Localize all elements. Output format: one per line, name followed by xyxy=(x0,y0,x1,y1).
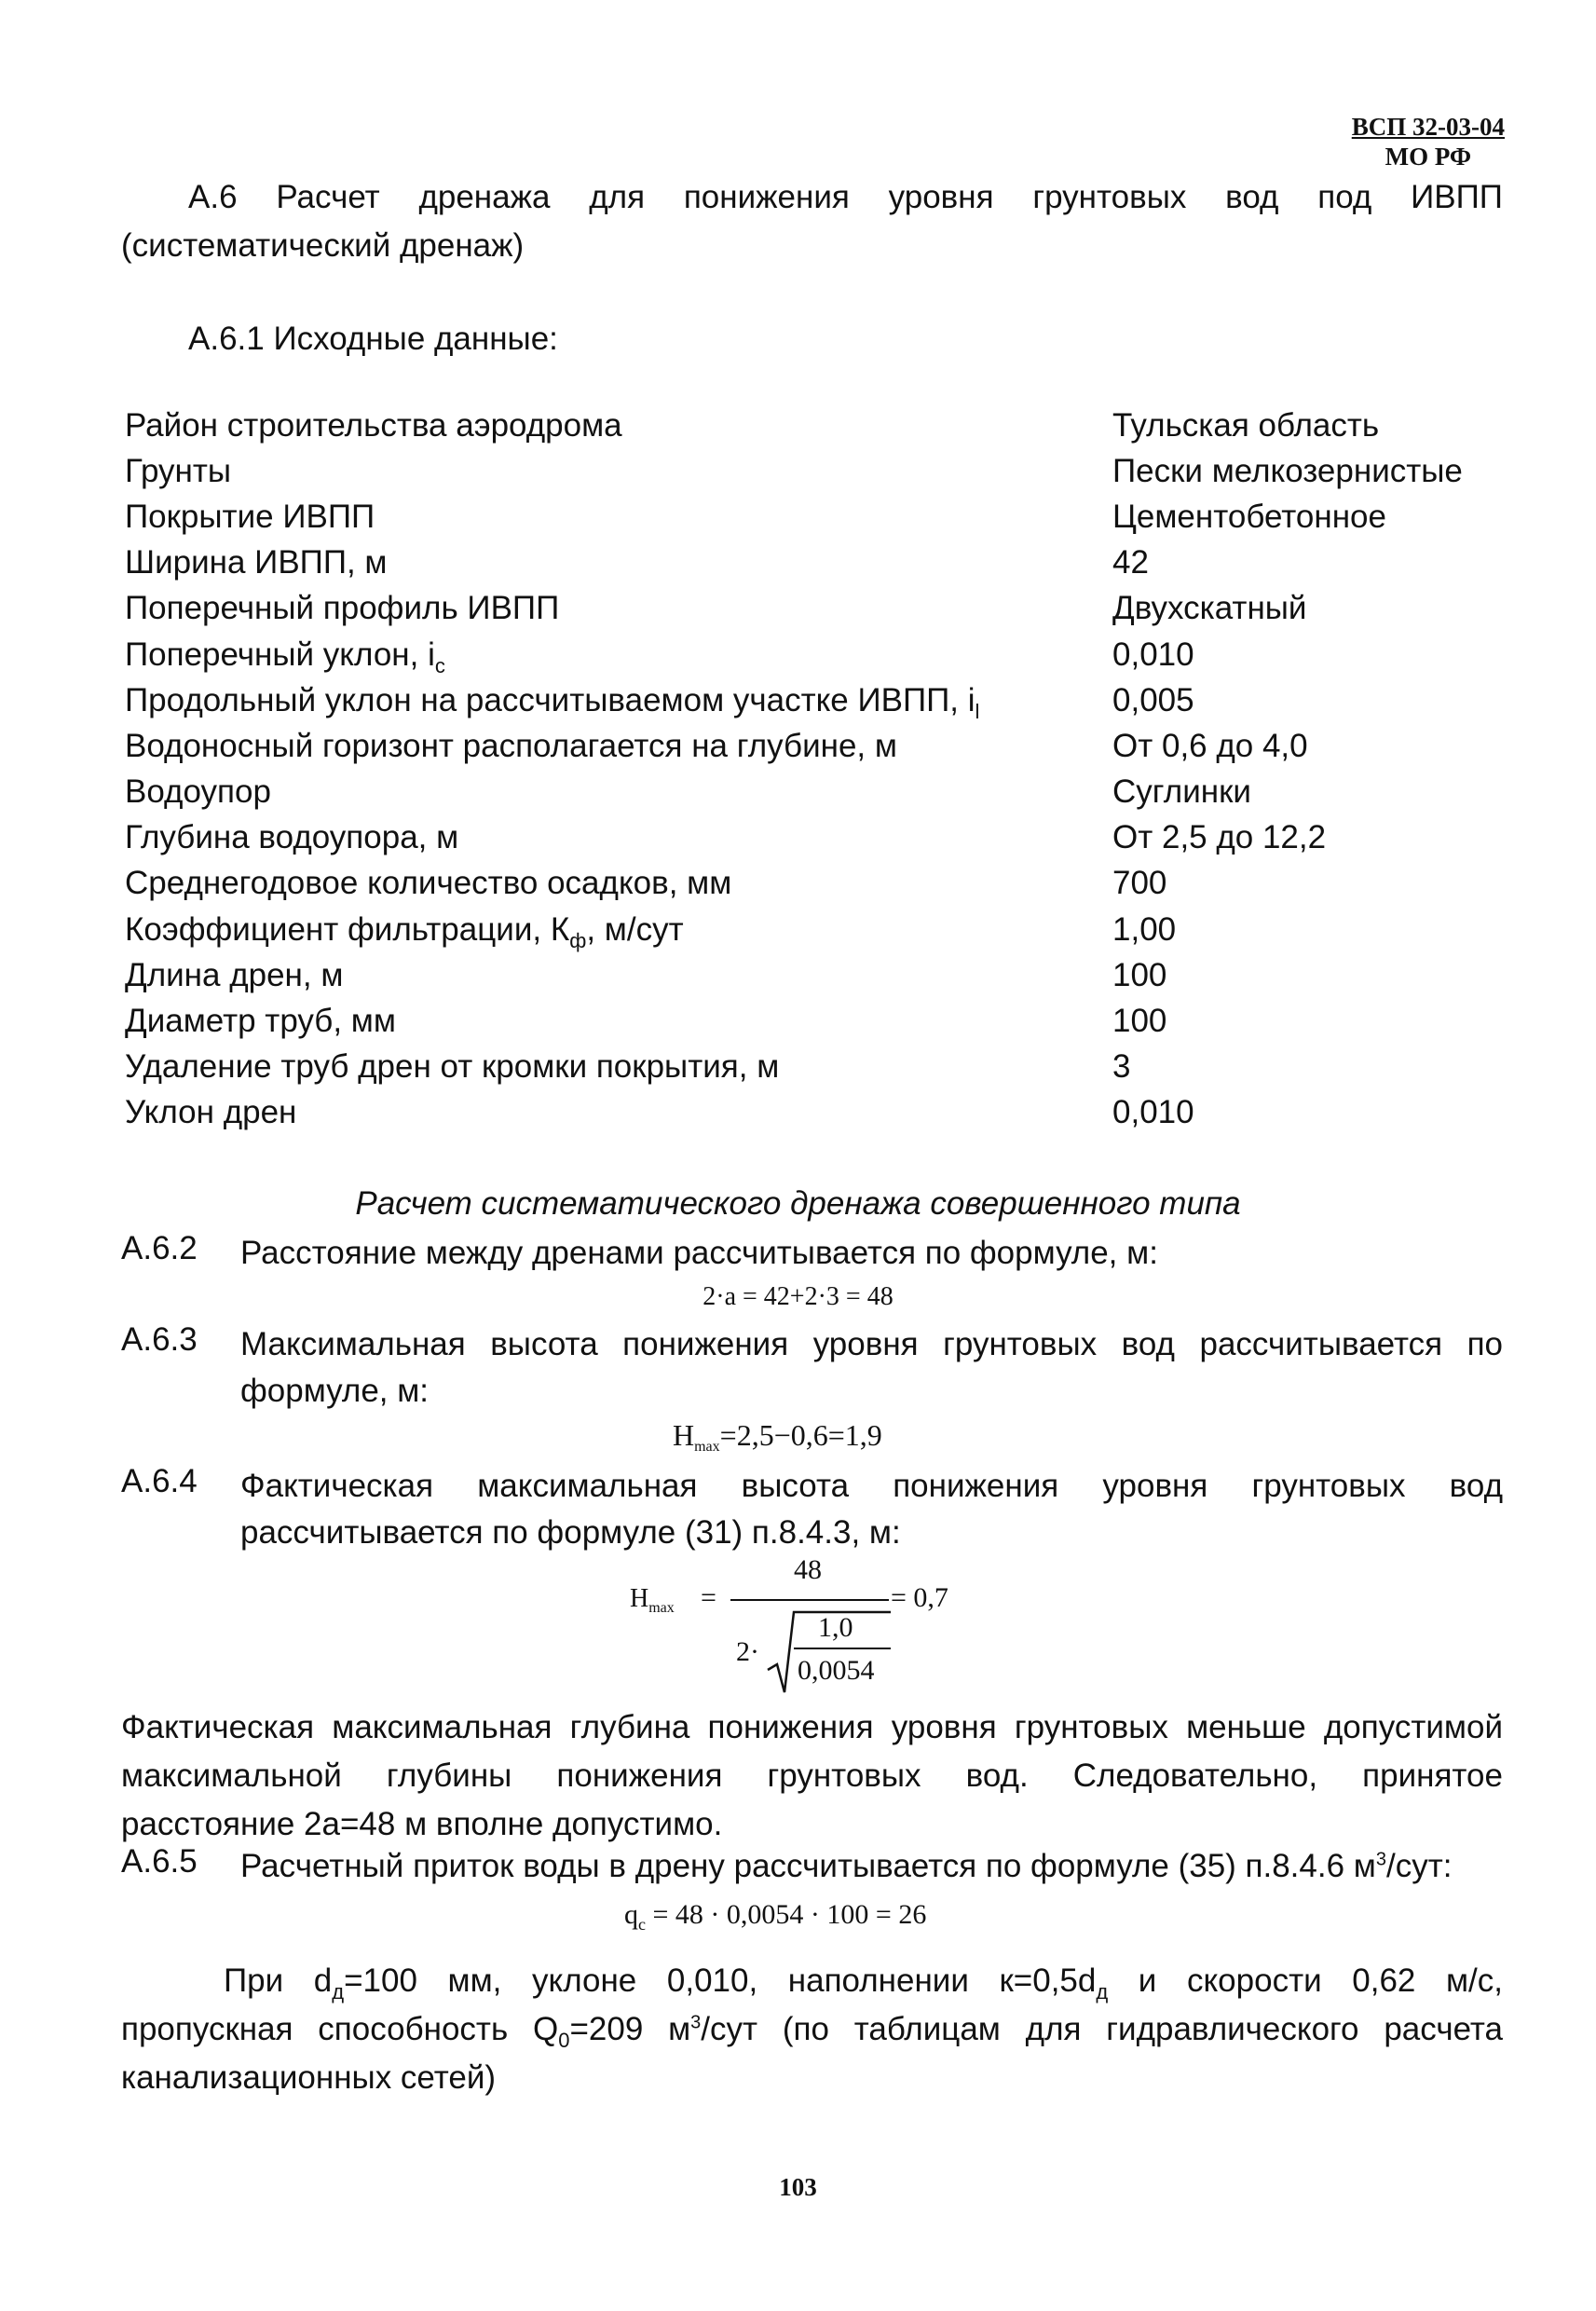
section-title-word: грунтовых xyxy=(1032,179,1187,215)
data-row-label: Водоносный горизонт располагается на глубине, м xyxy=(125,727,897,764)
sqrt-denominator: 0,0054 xyxy=(798,1655,875,1686)
data-row xyxy=(125,448,1522,494)
subsection-initial-data-heading: А.6.1 Исходные данные: xyxy=(188,321,558,357)
data-row-value: 0,010 xyxy=(1112,1094,1194,1131)
section-title-word: уровня xyxy=(888,179,994,215)
section-title-word: понижения xyxy=(683,179,850,215)
data-row-label: Среднегодовое количество осадков, мм xyxy=(125,865,732,902)
data-row xyxy=(125,815,1522,861)
data-row xyxy=(125,770,1522,815)
data-row xyxy=(125,861,1522,907)
page-number: 103 xyxy=(779,2173,817,2201)
formula-a65: $q_c = 48 \cdot 0,0054 \cdot 100 = 26$ xyxy=(624,1899,927,1934)
fraction-bar xyxy=(730,1599,889,1601)
data-row-value: 0,010 xyxy=(1112,636,1194,673)
item-a64 xyxy=(121,1463,1503,1556)
conclusion-paragraph xyxy=(121,1703,1503,1849)
data-row-label: Поперечный уклон, $i_c$ xyxy=(125,636,445,677)
formula-lhs: $H_{max}$ xyxy=(630,1584,675,1616)
data-row-label: Глубина водоупора, м xyxy=(125,819,459,856)
initial-data-table xyxy=(125,403,1522,1136)
data-row-value: От 2,5 до 12,2 xyxy=(1112,819,1327,856)
data-row xyxy=(125,952,1522,998)
item-text: Расчетный приток воды в дрену рассчитывается по формуле (35) п.8.4.6 $м^3$/сут: xyxy=(240,1848,1453,1884)
formula-lhs: H xyxy=(673,1418,695,1452)
data-row-value: Суглинки xyxy=(1112,773,1251,811)
data-row-label: Уклон дрен xyxy=(125,1094,297,1131)
formula-result: = 0,7 xyxy=(891,1582,948,1613)
data-row xyxy=(125,998,1522,1044)
data-row xyxy=(125,403,1522,448)
item-number: А.6.5 xyxy=(121,1843,198,1880)
den-factor: 2· xyxy=(736,1636,759,1667)
organization: МО РФ xyxy=(1385,143,1472,171)
data-row xyxy=(125,1090,1522,1136)
final-paragraph xyxy=(121,1957,1503,2102)
item-a63 xyxy=(121,1321,1503,1415)
data-row-label: Район строительства аэродрома xyxy=(125,406,622,444)
item-number: А.6.2 xyxy=(121,1230,198,1266)
document-code: ВСП 32-03-04 xyxy=(1351,113,1505,141)
data-row-label: Грунты xyxy=(125,452,232,489)
data-row-value: Двухскатный xyxy=(1112,590,1307,627)
data-row xyxy=(125,1045,1522,1090)
data-row xyxy=(125,494,1522,540)
section-title-word: дренажа xyxy=(418,179,551,215)
section-title-word: ИВПП xyxy=(1411,179,1503,215)
section-title-line1 xyxy=(121,173,1503,222)
final-line3: канализационных сетей) xyxy=(121,2059,497,2096)
section-title-word: вод xyxy=(1225,179,1279,215)
formula-rhs: =2,5−0,6=1,9 xyxy=(719,1418,882,1452)
conclusion-line3: расстояние 2а=48 м вполне допустимо. xyxy=(121,1806,723,1842)
document-code-block xyxy=(1352,112,1505,171)
data-row xyxy=(125,632,1522,677)
formula-sub: max xyxy=(694,1439,720,1455)
data-row-label: Коэффициент фильтрации, $К_ф$, м/сут xyxy=(125,910,684,952)
data-row xyxy=(125,723,1522,769)
data-row-value: 100 xyxy=(1112,1003,1167,1040)
item-text-line1: Максимальная высота понижения уровня грунтовых вод рассчитывается по xyxy=(240,1326,1503,1362)
section-title-word: Расчет xyxy=(276,179,380,215)
conclusion-line2: максимальной глубины понижения грунтовых вод. Следовательно, принятое xyxy=(121,1757,1503,1794)
item-number: А.6.3 xyxy=(121,1321,198,1358)
section-title-line2: (систематический дренаж) xyxy=(121,227,525,264)
data-row-value: Цементобетонное xyxy=(1112,498,1386,535)
data-row-label: Продольный уклон на рассчитываемом участке ИВПП, $i_l$ xyxy=(125,681,980,723)
sqrt-sign xyxy=(764,1605,894,1698)
data-row-value: 42 xyxy=(1112,544,1149,581)
data-row-value: 0,005 xyxy=(1112,681,1194,718)
data-row-label: Удаление труб дрен от кромки покрытия, м xyxy=(125,1048,780,1086)
data-row-label: Диаметр труб, мм xyxy=(125,1003,396,1040)
data-row-value: 700 xyxy=(1112,865,1167,902)
data-row xyxy=(125,677,1522,723)
conclusion-line1: Фактическая максимальная глубина понижения уровня грунтовых меньше допустимой xyxy=(121,1709,1503,1745)
data-row-value: 100 xyxy=(1112,956,1167,993)
item-a62 xyxy=(121,1230,1503,1277)
item-text-line2: формуле, м: xyxy=(240,1373,430,1409)
final-line1: При $d_д=100$ мм, уклоне 0,010, наполнении $к=0,5d_д$ и скорости 0,62 м/с, xyxy=(224,1962,1503,2003)
item-text-line2: рассчитывается по формуле (31) п.8.4.3, м: xyxy=(240,1514,901,1551)
formula-a64: $H_{max}$ = 48 = 0,7 2· 1,0 0,0054 xyxy=(0,0,1596,2311)
section-title-word: для xyxy=(589,179,646,215)
formula-a63 xyxy=(673,1418,882,1456)
sqrt-fraction-bar xyxy=(794,1648,891,1649)
data-row-value: От 0,6 до 4,0 xyxy=(1112,727,1308,764)
item-a65 xyxy=(121,1843,1503,1890)
data-row-value: Пески мелкозернистые xyxy=(1112,452,1463,489)
data-row-label: Покрытие ИВПП xyxy=(125,498,375,535)
data-row-label: Ширина ИВПП, м xyxy=(125,544,388,581)
final-line2: пропускная способность $Q_0=209$ $м^3$/сут (по таблицам для гидравлического расчета xyxy=(121,2011,1503,2052)
data-row xyxy=(125,540,1522,586)
sqrt-numerator: 1,0 xyxy=(818,1612,853,1643)
data-row-value: 1,00 xyxy=(1112,910,1177,948)
data-row-label: Водоупор xyxy=(125,773,271,811)
item-text: Расстояние между дренами рассчитывается по формуле, м: xyxy=(240,1235,1158,1271)
data-row xyxy=(125,586,1522,632)
data-row xyxy=(125,907,1522,952)
section-title-word: под xyxy=(1317,179,1372,215)
section-title-word: А.6 xyxy=(188,179,238,215)
section-title xyxy=(121,173,1503,270)
data-row-label: Поперечный профиль ИВПП xyxy=(125,590,560,627)
item-text-line1: Фактическая максимальная высота понижения уровня грунтовых вод xyxy=(240,1468,1503,1504)
fraction-numerator: 48 xyxy=(794,1554,822,1585)
calc-title: Расчет систематического дренажа совершенного типа xyxy=(355,1185,1241,1222)
item-number: А.6.4 xyxy=(121,1463,198,1499)
formula-a62: 2·a = 42+2·3 = 48 xyxy=(703,1282,893,1311)
data-row-label: Длина дрен, м xyxy=(125,956,344,993)
data-row-value: 3 xyxy=(1112,1048,1131,1086)
data-row-value: Тульская область xyxy=(1112,406,1380,444)
